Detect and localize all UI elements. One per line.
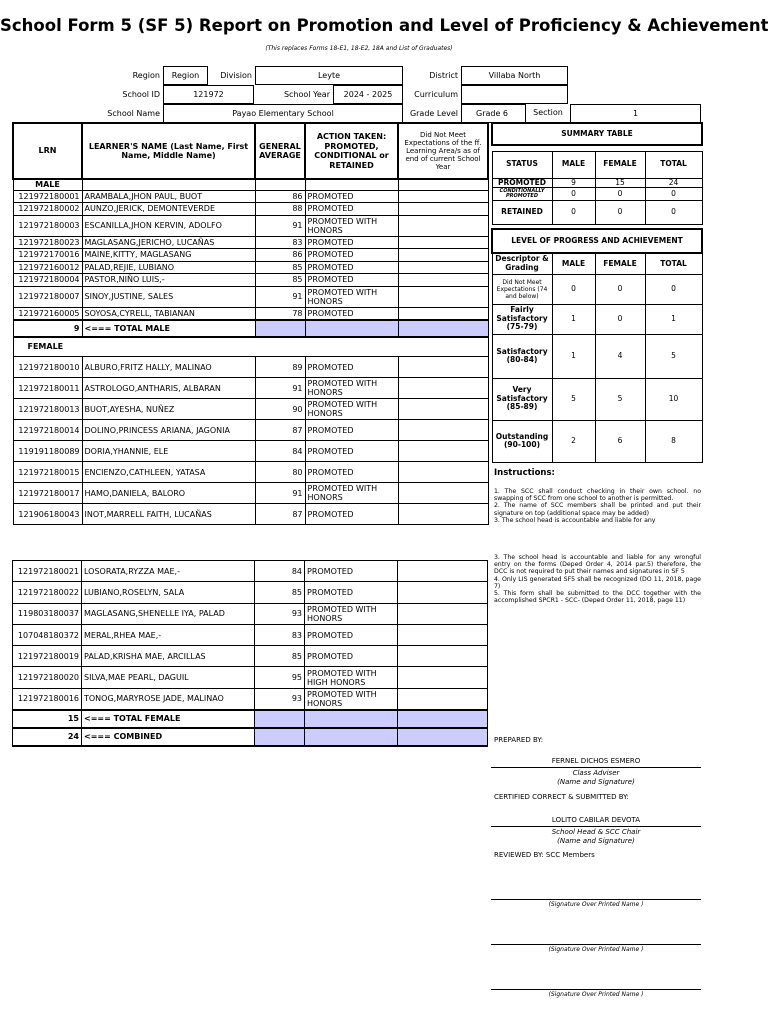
progress-value: 0 <box>595 274 645 304</box>
learner-lrn: 107048180372 <box>13 624 82 645</box>
general-average: 84 <box>255 561 305 582</box>
learner-lrn: 121972180007 <box>13 286 82 307</box>
learner-name: BUOT,AYESHA, NUÑEZ <box>82 399 255 420</box>
action-taken: PROMOTED WITH HONORS <box>305 603 398 624</box>
action-header: ACTION TAKEN: PROMOTED, CONDITIONAL or RETAINED <box>305 123 398 179</box>
progress-title: LEVEL OF PROGRESS AND ACHIEVEMENT <box>492 229 702 253</box>
learner-name: MAINE,KITTY, MAGLASANG <box>82 249 255 262</box>
general-average: 85 <box>255 261 305 274</box>
progress-value: 8 <box>645 420 702 462</box>
summary-header-female: FEMALE <box>595 151 645 178</box>
table-row <box>13 249 488 262</box>
learner-lrn: 119191180089 <box>13 441 82 462</box>
curriculum-label: Curriculum <box>414 90 458 99</box>
action-taken: PROMOTED <box>305 274 398 287</box>
school-year-field: 2024 - 2025 <box>333 85 403 104</box>
learner-name: MAGLASANG,JERICHO, LUCAÑAS <box>82 236 255 249</box>
progress-descriptor: Outstanding (90-100) <box>492 420 552 462</box>
not-met-cell <box>398 357 488 378</box>
learner-name: PALAD,KRISHA MAE, ARCILLAS <box>82 646 255 667</box>
school-head-name: LOLITO CABILAR DEVOTA <box>551 816 641 824</box>
table-row <box>13 307 488 320</box>
not-met-cell <box>398 603 488 624</box>
learner-name: DOLINO,PRINCESS ARIANA, JAGONIA <box>82 420 255 441</box>
learner-lrn: 121972170016 <box>13 249 82 262</box>
action-taken: PROMOTED <box>305 236 398 249</box>
progress-descriptor: Fairly Satisfactory (75-79) <box>492 304 552 334</box>
not-met-cell <box>398 646 488 667</box>
general-average: 89 <box>255 357 305 378</box>
learner-name: PASTOR,NIÑO LUIS,- <box>82 274 255 287</box>
scc-member-3-caption: (Signature Over Printed Name ) <box>548 991 644 998</box>
general-average: 91 <box>255 215 305 236</box>
summary-value: 24 <box>645 178 702 188</box>
learner-lrn: 121972180016 <box>13 688 82 709</box>
progress-value: 4 <box>595 334 645 378</box>
progress-value: 10 <box>645 378 702 420</box>
general-average: 91 <box>255 378 305 399</box>
female-section-label: FEMALE <box>13 337 488 357</box>
learner-name: LOSORATA,RYZZA MAE,- <box>82 561 255 582</box>
learner-name: ARAMBALA,JHON PAUL, BUOT <box>82 190 255 203</box>
learner-name: SOYOSA,CYRELL, TABIANAN <box>82 307 255 320</box>
general-average: 85 <box>255 274 305 287</box>
table-row <box>13 504 488 525</box>
progress-value: 1 <box>645 304 702 334</box>
learner-lrn: 121972180001 <box>13 190 82 203</box>
not-met-cell <box>398 274 488 287</box>
learner-name: ESCANILLA,JHON KERVIN, ADOLFO <box>82 215 255 236</box>
action-taken: PROMOTED <box>305 582 398 603</box>
progress-value: 0 <box>645 274 702 304</box>
section-label: Section <box>533 108 563 117</box>
learner-name: MERAL,RHEA MAE,- <box>82 624 255 645</box>
learner-lrn: 121972180003 <box>13 215 82 236</box>
not-met-cell <box>398 190 488 203</box>
general-average: 87 <box>255 504 305 525</box>
table-row <box>13 688 488 709</box>
table-row <box>13 646 488 667</box>
learner-name: INOT,MARRELL FAITH, LUCAÑAS <box>82 504 255 525</box>
table-row <box>13 203 488 216</box>
summary-title: SUMMARY TABLE <box>492 123 702 145</box>
school-name-field: Payao Elementary School <box>163 104 403 123</box>
summary-status: RETAINED <box>492 201 552 225</box>
learner-lrn: 121972180004 <box>13 274 82 287</box>
school-head-role: School Head & SCC Chair <box>551 828 641 836</box>
not-met-cell <box>398 483 488 504</box>
table-row <box>13 215 488 236</box>
table-row <box>13 274 488 287</box>
learner-lrn: 121972180002 <box>13 203 82 216</box>
summary-value: 0 <box>552 201 595 225</box>
adviser-name-signature: (Name and Signature) <box>557 778 635 786</box>
progress-header-male: MALE <box>552 253 595 274</box>
learner-lrn: 121972180019 <box>13 646 82 667</box>
learner-lrn: 121972180021 <box>13 561 82 582</box>
certified-label: CERTIFIED CORRECT & SUBMITTED BY: <box>494 793 629 801</box>
progress-value: 1 <box>552 304 595 334</box>
not-met-cell <box>398 378 488 399</box>
progress-header-descriptor: Descriptor & Grading <box>492 253 552 274</box>
action-taken: PROMOTED <box>305 420 398 441</box>
scc-member-2-caption: (Signature Over Printed Name ) <box>548 946 644 953</box>
action-taken: PROMOTED <box>305 441 398 462</box>
learner-name: PALAD,REJIE, LUBIANO <box>82 261 255 274</box>
division-label: Division <box>220 71 252 80</box>
learner-name: SINOY,JUSTINE, SALES <box>82 286 255 307</box>
general-average: 85 <box>255 646 305 667</box>
table-row <box>13 399 488 420</box>
not-met-cell <box>398 624 488 645</box>
progress-header-female: FEMALE <box>595 253 645 274</box>
general-average: 88 <box>255 203 305 216</box>
scc-member-2-line <box>491 944 701 945</box>
progress-descriptor: Did Not Meet Expectations (74 and below) <box>492 274 552 304</box>
general-average: 93 <box>255 603 305 624</box>
learner-name: HAMO,DANIELA, BALORO <box>82 483 255 504</box>
action-taken: PROMOTED <box>305 646 398 667</box>
action-taken: PROMOTED <box>305 203 398 216</box>
lrn-header: LRN <box>13 123 82 179</box>
name-header: LEARNER'S NAME (Last Name, First Name, Middle Name) <box>82 123 255 179</box>
not-met-cell <box>398 504 488 525</box>
learner-name: ASTROLOGO,ANTHARIS, ALBARAN <box>82 378 255 399</box>
general-average: 78 <box>255 307 305 320</box>
learner-name: DORIA,YHANNIE, ELE <box>82 441 255 462</box>
not-met-cell <box>398 399 488 420</box>
progress-value: 1 <box>552 334 595 378</box>
learner-lrn: 121972160005 <box>13 307 82 320</box>
total-male-label: <=== TOTAL MALE <box>82 320 255 337</box>
progress-value: 5 <box>595 378 645 420</box>
school-year-label: School Year <box>283 90 330 99</box>
action-taken: PROMOTED WITH HONORS <box>305 483 398 504</box>
scc-member-1-line <box>491 899 701 900</box>
learner-name: SILVA,MAE PEARL, DAGUIL <box>82 667 255 688</box>
not-met-cell <box>398 420 488 441</box>
progress-descriptor: Very Satisfactory (85-89) <box>492 378 552 420</box>
not-met-cell <box>398 561 488 582</box>
summary-header-status: STATUS <box>492 151 552 178</box>
not-met-cell <box>398 441 488 462</box>
combined-count: 24 <box>13 728 82 746</box>
learner-lrn: 121972180013 <box>13 399 82 420</box>
instructions-text-1: 1. The SCC shall conduct checking in their own school. no swapping of SCC from one school to another is permitted. 2. The name of SCC members shall be printed and put their signature on top (additional space may be added) 3. The school head is accountable and liable for any <box>494 488 701 524</box>
table-row <box>13 441 488 462</box>
total-female-count: 15 <box>13 710 82 728</box>
learner-name: AUNZO,JERICK, DEMONTEVERDE <box>82 203 255 216</box>
avg-header: GENERAL AVERAGE <box>255 123 305 179</box>
male-section-label: MALE <box>13 179 82 190</box>
progress-row <box>492 334 702 378</box>
learner-name: TONOG,MARYROSE JADE, MALINAO <box>82 688 255 709</box>
action-taken: PROMOTED <box>305 357 398 378</box>
school-head-name-signature: (Name and Signature) <box>557 837 635 845</box>
district-label: District <box>429 71 458 80</box>
general-average: 87 <box>255 420 305 441</box>
general-average: 83 <box>255 236 305 249</box>
table-row <box>13 483 488 504</box>
action-taken: PROMOTED <box>305 561 398 582</box>
instructions-text-2: 3. The school head is accountable and liable for any wrongful entry on the forms (Deped Order 4, 2014 par.5) therefore, the DCC is not required to put their names and signatures in SF 5 4. Only LIS generated SF5 shall be recognized (DO 11, 2018, page 7) 5. This form shall be submitted to the DCC together with the accomplished SPCR1 - SCC- (Deped Order 11, 2018, page 11) <box>494 554 701 605</box>
progress-value: 5 <box>645 334 702 378</box>
instructions-title: Instructions: <box>494 468 555 478</box>
learner-lrn: 121972180017 <box>13 483 82 504</box>
general-average: 86 <box>255 190 305 203</box>
progress-value: 0 <box>595 304 645 334</box>
action-taken: PROMOTED WITH HONORS <box>305 399 398 420</box>
summary-value: 0 <box>595 201 645 225</box>
action-taken: PROMOTED <box>305 624 398 645</box>
progress-row <box>492 304 702 334</box>
summary-value: 15 <box>595 178 645 188</box>
learner-lrn: 121906180043 <box>13 504 82 525</box>
adviser-signature-line <box>491 767 701 768</box>
table-row <box>13 236 488 249</box>
page-title: School Form 5 (SF 5) Report on Promotion and Level of Proficiency & Achievement <box>0 16 768 35</box>
adviser-name: FERNEL DICHOS ESMERO <box>551 757 641 765</box>
region-field: Region <box>163 66 208 85</box>
not-met-cell <box>398 462 488 483</box>
summary-status: CONDITIONALLY PROMOTED <box>492 188 552 201</box>
general-average: 85 <box>255 582 305 603</box>
action-taken: PROMOTED <box>305 307 398 320</box>
progress-table <box>491 228 703 463</box>
not-met-cell <box>398 307 488 320</box>
total-female-label: <=== TOTAL FEMALE <box>82 710 255 728</box>
action-taken: PROMOTED <box>305 504 398 525</box>
school-name-label: School Name <box>107 109 160 118</box>
prepared-by-label: PREPARED BY: <box>494 736 544 744</box>
not-met-cell <box>398 688 488 709</box>
learner-lrn: 119803180037 <box>13 603 82 624</box>
progress-descriptor: Satisfactory (80-84) <box>492 334 552 378</box>
not-met-cell <box>398 582 488 603</box>
learner-lrn: 121972180011 <box>13 378 82 399</box>
summary-table <box>491 122 703 225</box>
learners-table <box>12 122 489 525</box>
not-met-cell <box>398 249 488 262</box>
progress-value: 6 <box>595 420 645 462</box>
learner-name: LUBIANO,ROSELYN, SALA <box>82 582 255 603</box>
reviewed-by-label: REVIEWED BY: SCC Members <box>494 851 595 859</box>
learner-lrn: 121972180010 <box>13 357 82 378</box>
table-row <box>13 462 488 483</box>
summary-value: 9 <box>552 178 595 188</box>
summary-row <box>492 201 702 225</box>
table-row <box>13 561 488 582</box>
summary-row <box>492 188 702 201</box>
action-taken: PROMOTED <box>305 261 398 274</box>
not-met-cell <box>398 215 488 236</box>
learner-lrn: 121972180015 <box>13 462 82 483</box>
progress-row <box>492 274 702 304</box>
action-taken: PROMOTED <box>305 249 398 262</box>
learner-name: ENCIENZO,CATHLEEN, YATASA <box>82 462 255 483</box>
progress-row <box>492 378 702 420</box>
general-average: 80 <box>255 462 305 483</box>
region-label: Region <box>132 71 160 80</box>
progress-value: 2 <box>552 420 595 462</box>
general-average: 84 <box>255 441 305 462</box>
progress-value: 5 <box>552 378 595 420</box>
table-row <box>13 378 488 399</box>
learners-table-continued <box>12 560 488 747</box>
summary-row <box>492 178 702 188</box>
progress-value: 0 <box>552 274 595 304</box>
action-taken: PROMOTED <box>305 190 398 203</box>
progress-header-total: TOTAL <box>645 253 702 274</box>
division-field: Leyte <box>255 66 403 85</box>
not-met-cell <box>398 203 488 216</box>
learner-name: MAGLASANG,SHENELLE IYA, PALAD <box>82 603 255 624</box>
not-met-header: Did Not Meet Expectations of the ff. Learning Area/s as of end of current School Year <box>398 123 488 179</box>
learner-lrn: 121972180022 <box>13 582 82 603</box>
learner-lrn: 121972180014 <box>13 420 82 441</box>
summary-status: PROMOTED <box>492 178 552 188</box>
summary-header-male: MALE <box>552 151 595 178</box>
curriculum-field <box>461 85 568 104</box>
action-taken: PROMOTED WITH HONORS <box>305 378 398 399</box>
action-taken: PROMOTED <box>305 462 398 483</box>
summary-value: 0 <box>645 188 702 201</box>
learner-lrn: 121972160012 <box>13 261 82 274</box>
school-id-label: School ID <box>122 90 160 99</box>
not-met-cell <box>398 261 488 274</box>
scc-member-1-caption: (Signature Over Printed Name ) <box>548 901 644 908</box>
general-average: 90 <box>255 399 305 420</box>
adviser-role: Class Adviser <box>572 769 620 777</box>
action-taken: PROMOTED WITH HONORS <box>305 688 398 709</box>
table-row <box>13 603 488 624</box>
table-row <box>13 624 488 645</box>
general-average: 91 <box>255 483 305 504</box>
total-male-count: 9 <box>13 320 82 337</box>
table-row <box>13 420 488 441</box>
learner-lrn: 121972180023 <box>13 236 82 249</box>
table-row <box>13 190 488 203</box>
progress-row <box>492 420 702 462</box>
table-row <box>13 667 488 688</box>
not-met-cell <box>398 236 488 249</box>
scc-member-3-line <box>491 989 701 990</box>
summary-value: 0 <box>645 201 702 225</box>
summary-value: 0 <box>552 188 595 201</box>
summary-header-total: TOTAL <box>645 151 702 178</box>
grade-level-label: Grade Level <box>409 109 458 118</box>
grade-level-field: Grade 6 <box>461 104 526 123</box>
combined-label: <=== COMBINED <box>82 728 255 746</box>
not-met-cell <box>398 286 488 307</box>
table-row <box>13 286 488 307</box>
action-taken: PROMOTED WITH HIGH HONORS <box>305 667 398 688</box>
district-field: Villaba North <box>461 66 568 85</box>
learner-name: ALBURO,FRITZ HALLY, MALINAO <box>82 357 255 378</box>
table-row <box>13 582 488 603</box>
general-average: 95 <box>255 667 305 688</box>
action-taken: PROMOTED WITH HONORS <box>305 215 398 236</box>
learner-lrn: 121972180020 <box>13 667 82 688</box>
general-average: 83 <box>255 624 305 645</box>
action-taken: PROMOTED WITH HONORS <box>305 286 398 307</box>
table-row <box>13 261 488 274</box>
not-met-cell <box>398 667 488 688</box>
summary-value: 0 <box>595 188 645 201</box>
page-subtitle: (This replaces Forms 18-E1, 18-E2, 18A and List of Graduates) <box>265 45 453 52</box>
general-average: 91 <box>255 286 305 307</box>
table-row <box>13 357 488 378</box>
general-average: 93 <box>255 688 305 709</box>
school-head-signature-line <box>491 826 701 827</box>
school-id-field: 121972 <box>163 85 254 104</box>
general-average: 86 <box>255 249 305 262</box>
section-field: 1 <box>570 104 701 123</box>
